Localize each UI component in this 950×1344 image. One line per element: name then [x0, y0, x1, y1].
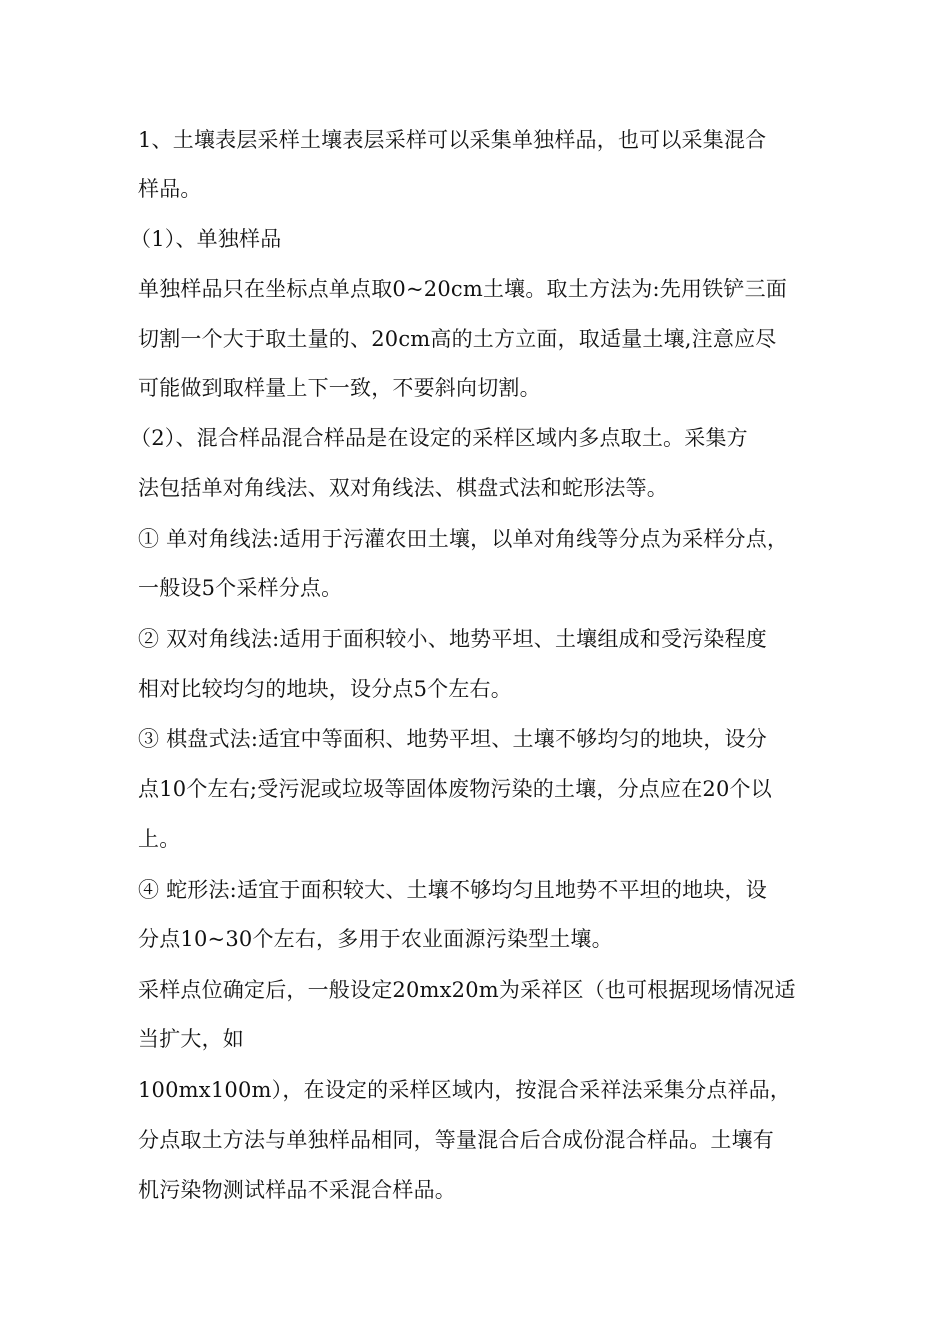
text-line: （2）、混合样品混合样品是在设定的采样区域内多点取土。采集方	[130, 426, 748, 450]
text-line: ③ 棋盘式法:适宜中等面积、地势平坦、土壤不够均匀的地块，设分	[138, 727, 767, 751]
text-line: 点10个左右;受污泥或垃圾等固体废物污染的土壤，分点应在20个以	[138, 777, 772, 801]
text-line: ④ 蛇形法:适宜于面积较大、土壤不够均匀且地势不平坦的地块，设	[138, 878, 767, 902]
text-line: 可能做到取样量上下一致，不要斜向切割。	[138, 376, 541, 400]
text-line: 法包括单对角线法、双对角线法、棋盘式法和蛇形法等。	[138, 476, 668, 500]
text-line: 100mx100m），在设定的采样区域内，按混合采祥法采集分点祥品，	[138, 1078, 792, 1102]
text-line: 一般设5个采样分点。	[138, 576, 343, 600]
text-line: ① 单对角线法:适用于污灌农田土壤，以单对角线等分点为采样分点，	[138, 527, 789, 551]
text-line: 样品。	[138, 177, 202, 201]
text-line: ② 双对角线法:适用于面积较小、地势平坦、土壤组成和受污染程度	[138, 627, 767, 651]
text-line: 切割一个大于取土量的、20cm高的土方立面，取适量土壤,注意应尽	[138, 327, 777, 351]
text-line: 当扩大，如	[138, 1027, 244, 1051]
text-line: （1）、单独样品	[130, 227, 282, 251]
text-line: 分点10~30个左右，多用于农业面源污染型土壤。	[138, 927, 613, 951]
text-line: 上。	[138, 827, 181, 851]
text-line: 采样点位确定后，一般设定20mx20m为采祥区（也可根据现场情况适	[138, 978, 796, 1002]
text-line: 机污染物测试样品不采混合样品。	[138, 1178, 456, 1202]
text-line: 1、土壤表层采样土壤表层采样可以采集单独样品，也可以采集混合	[138, 128, 767, 152]
text-line: 相对比较均匀的地块，设分点5个左右。	[138, 677, 512, 701]
text-line: 单独样品只在坐标点单点取0~20cm土壤。取土方法为:先用铁铲三面	[138, 277, 788, 301]
text-line: 分点取土方法与单独样品相同，等量混合后合成份混合样品。土壤有	[138, 1128, 774, 1152]
